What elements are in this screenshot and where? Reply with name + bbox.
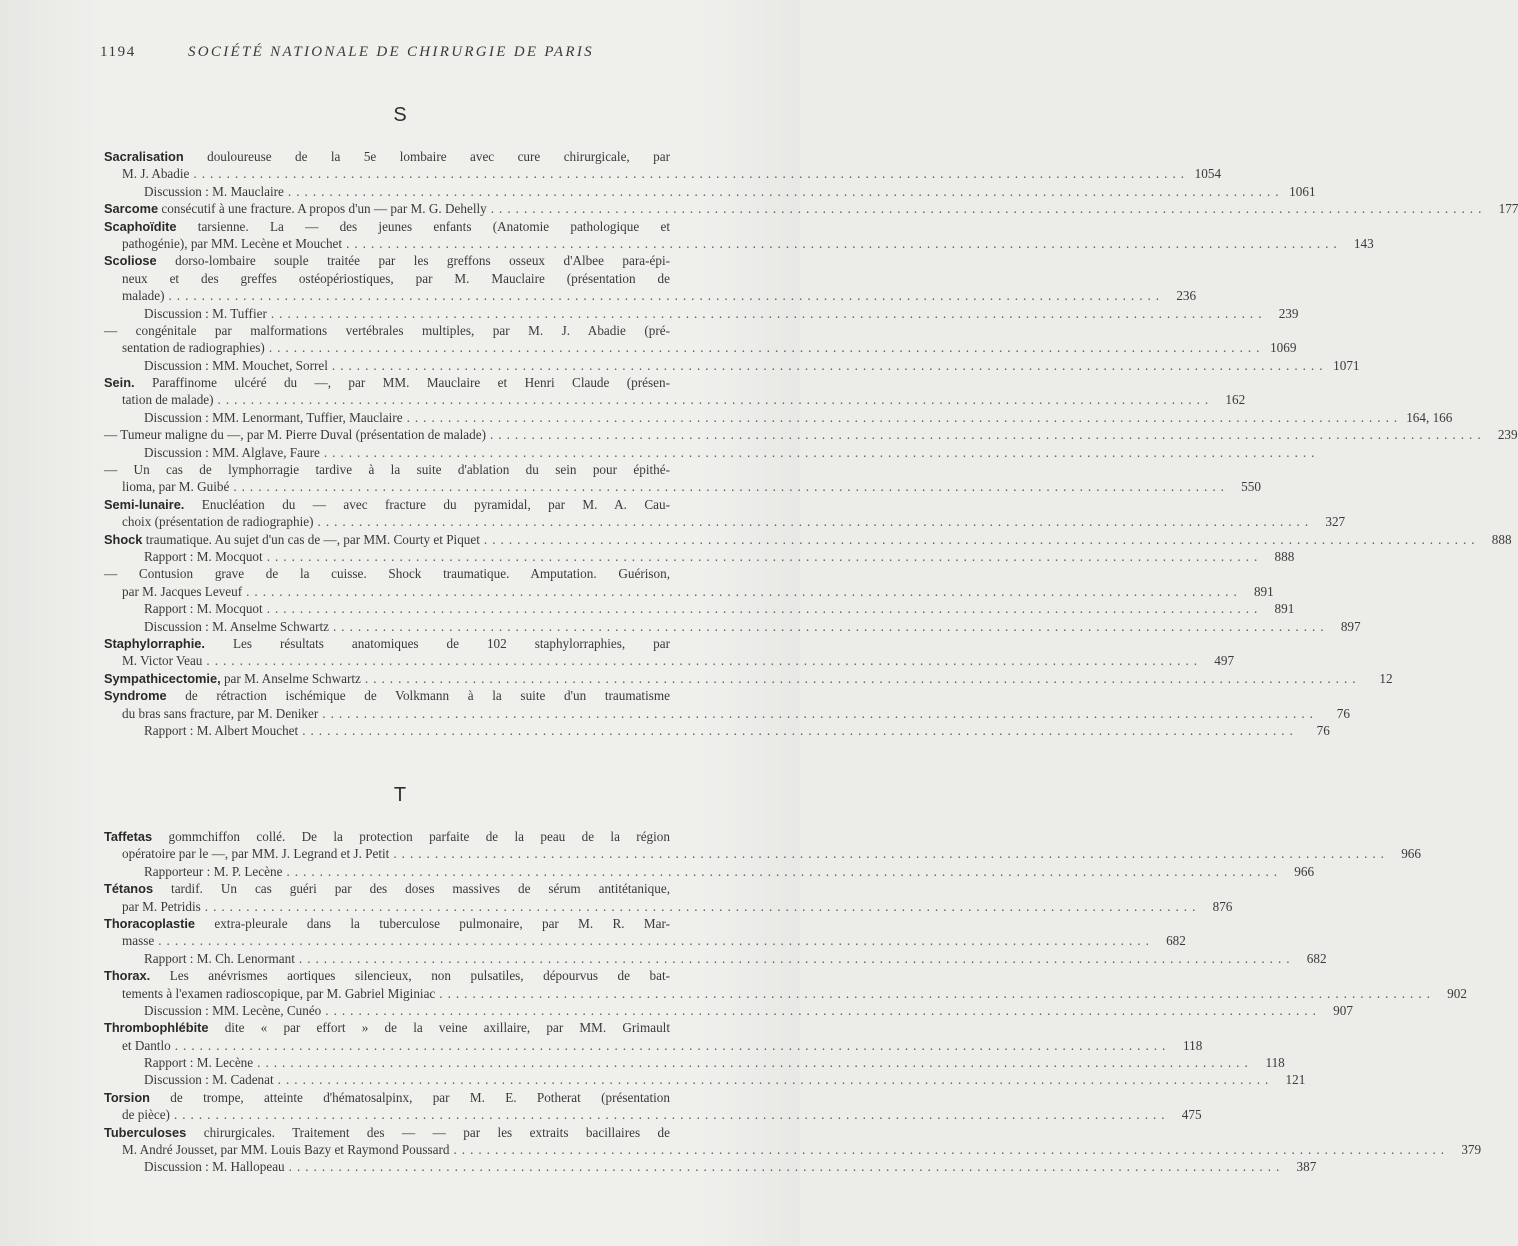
page-reference: 118 — [1183, 1037, 1203, 1053]
entry-text — [104, 670, 361, 687]
entry-description: tarsienne. La — des jeunes enfants (Anatomie pathologique et — [176, 218, 670, 234]
entry-text — [122, 391, 214, 408]
entry-text — [144, 1054, 253, 1071]
page-reference: 162 — [1225, 392, 1246, 408]
entry-text — [104, 497, 670, 512]
page-reference: 327 — [1325, 514, 1346, 530]
entry-text — [122, 235, 342, 252]
index-entry-line — [104, 148, 670, 165]
entry-text — [104, 375, 670, 390]
entry-text — [122, 845, 389, 862]
leader-dots: ........................................................................................................................ — [217, 392, 1214, 408]
leader-dots: ........................................................................................................................ — [406, 409, 1403, 425]
entry-text — [122, 1037, 171, 1054]
page-reference: 239 — [1497, 427, 1518, 443]
entry-text — [122, 932, 154, 949]
section-letter-s: S — [393, 104, 407, 126]
entry-description: choix (présentation de radiographie) — [122, 514, 314, 530]
entry-text — [144, 183, 284, 200]
entry-keyword: Thrombophlébite — [104, 1020, 209, 1036]
entry-description: Rapport : M. Mocquot — [144, 548, 263, 564]
entry-text — [122, 583, 242, 600]
page-reference: 387 — [1296, 1159, 1317, 1175]
page-reference: 902 — [1447, 985, 1467, 1001]
entry-text — [104, 531, 480, 548]
leader-dots: ........................................................................................................................ — [302, 722, 1298, 738]
entry-text — [104, 636, 670, 651]
entry-description: Discussion : M. Cadenat — [144, 1072, 274, 1088]
index-entry-line — [104, 496, 670, 513]
leader-dots: ........................................................................................................................ — [270, 305, 1267, 321]
leader-dots: ........................................................................................................................ — [298, 950, 1295, 966]
entry-text — [122, 339, 265, 356]
entry-description: extra-pleurale dans la tuberculose pulmonaire, par M. R. Mar- — [195, 915, 670, 931]
entry-text — [104, 323, 670, 338]
index-entry-line — [104, 1124, 670, 1141]
entry-description: lioma, par M. Guibé — [122, 479, 230, 495]
entry-description: masse — [122, 933, 155, 949]
entry-description: tements à l'examen radioscopique, par M. Gabriel Miginiac — [122, 985, 436, 1001]
running-header — [100, 44, 680, 66]
entry-description: Les anévrismes aortiques silencieux, non pulsatiles, dépourvus de bat- — [150, 968, 670, 984]
index-entry-line — [104, 583, 1274, 600]
entry-text — [104, 149, 670, 164]
index-entry-line — [104, 287, 1197, 304]
entry-text — [104, 916, 670, 931]
index-entry-line — [104, 183, 1316, 200]
index-entry-line — [104, 898, 1233, 915]
entry-text — [104, 1090, 670, 1105]
page-reference: 682 — [1166, 933, 1186, 949]
entry-text — [104, 688, 670, 703]
entry-text — [122, 985, 435, 1002]
entry-text — [104, 566, 670, 581]
leader-dots: ........................................................................................................................ — [322, 705, 1318, 721]
entry-description: — Un cas de lymphorragie tardive à la suite d'ablation du sein pour épithé- — [104, 462, 670, 478]
entry-keyword: Scaphoïdite — [104, 218, 177, 234]
entry-text — [144, 722, 298, 739]
index-entry-line — [104, 461, 670, 478]
page-reference: 118 — [1265, 1055, 1285, 1071]
entry-description: — congénitale par malformations vertébrales multiples, par M. J. Abadie (pré- — [104, 322, 670, 338]
entry-text — [122, 1141, 449, 1158]
index-entry-line — [104, 985, 1467, 1002]
page-reference: 236 — [1176, 288, 1197, 304]
index-entry-line — [104, 548, 1295, 565]
entry-description: de rétraction ischémique de Volkmann à la suite d'un traumatisme — [166, 688, 670, 704]
page-reference: 1071 — [1333, 357, 1360, 373]
entry-keyword: Tétanos — [104, 881, 154, 897]
entry-text — [144, 548, 263, 565]
entry-keyword: Torsion — [104, 1089, 150, 1105]
page-reference: 966 — [1294, 863, 1315, 879]
page-reference: 1061 — [1289, 183, 1316, 199]
entry-description: — Contusion grave de la cuisse. Shock traumatique. Amputation. Guérison, — [104, 566, 670, 582]
entry-text — [122, 287, 164, 304]
index-entry-line — [104, 828, 670, 845]
index-entry-line — [104, 600, 1295, 617]
leader-dots: ........................................................................................................................ — [257, 1055, 1253, 1071]
index-entry-line — [104, 670, 1393, 687]
leader-dots: ........................................................................................................................ — [393, 846, 1389, 862]
leader-dots: ........................................................................................................................ — [453, 1142, 1450, 1158]
index-entry-line — [104, 200, 1518, 217]
page-reference: 897 — [1340, 618, 1361, 634]
index-entry-line — [104, 409, 1453, 426]
leader-dots: ........................................................................................................................ — [168, 288, 1165, 304]
index-entry-line — [104, 252, 670, 269]
entry-text — [104, 426, 486, 443]
entry-keyword: Sympathicectomie, — [104, 670, 221, 686]
entry-description: Rapport : M. Albert Mouchet — [144, 722, 299, 738]
index-entry-line — [104, 932, 1186, 949]
leader-dots: ........................................................................................................................ — [490, 201, 1487, 217]
leader-dots: ........................................................................................................................ — [325, 1002, 1321, 1018]
entry-description: chirurgicales. Traitement des — — par les extraits bacillaires de — [186, 1124, 670, 1140]
entry-description: Discussion : M. Hallopeau — [144, 1159, 285, 1175]
entry-text — [104, 1020, 670, 1035]
page-reference: 891 — [1253, 583, 1274, 599]
entry-description: Les résultats anatomiques de 102 staphylorraphies, par — [204, 635, 670, 651]
index-entry-line — [104, 531, 1512, 548]
entry-text — [122, 1106, 170, 1123]
index-entry-line — [104, 1106, 1202, 1123]
index-entry-line — [104, 845, 1421, 862]
index-entry-line — [104, 165, 1222, 182]
entry-description: de trompe, atteinte d'hématosalpinx, par M. E. Potherat (présentation — [149, 1089, 670, 1105]
index-entry-line — [104, 391, 1246, 408]
entry-text — [144, 444, 320, 461]
page-reference: 379 — [1461, 1142, 1482, 1158]
index-section-t — [104, 828, 1482, 1176]
entry-keyword: Tuberculoses — [104, 1124, 187, 1140]
index-entry-line — [104, 513, 1346, 530]
index-entry-line — [104, 357, 1360, 374]
page-reference: 12 — [1379, 670, 1393, 686]
leader-dots: ........................................................................................................................ — [288, 1159, 1285, 1175]
entry-text — [104, 881, 670, 896]
entry-text — [104, 200, 487, 217]
entry-description: sentation de radiographies) — [122, 340, 265, 356]
page-reference: 891 — [1274, 601, 1295, 617]
entry-text — [104, 462, 670, 477]
index-entry-line — [104, 1002, 1353, 1019]
leader-dots: ........................................................................................................................ — [266, 601, 1263, 617]
index-entry-line — [104, 1054, 1285, 1071]
page-reference: 76 — [1336, 705, 1350, 721]
index-entry-line — [104, 444, 1320, 461]
leader-dots: ........................................................................................................................ — [204, 898, 1201, 914]
index-entry-line — [104, 967, 670, 984]
entry-text — [122, 705, 318, 722]
entry-description: et Dantlo — [122, 1037, 171, 1053]
leader-dots: ........................................................................................................................ — [246, 583, 1242, 599]
index-entry-line — [104, 618, 1361, 635]
entry-keyword: Sein. — [104, 375, 135, 391]
entry-description: par M. Petridis — [122, 898, 201, 914]
page-reference: 497 — [1214, 653, 1235, 669]
leader-dots: ........................................................................................................................ — [266, 548, 1263, 564]
leader-dots: ........................................................................................................................ — [331, 357, 1328, 373]
entry-description: malade) — [122, 288, 165, 304]
page-number: 1194 — [100, 44, 136, 60]
index-entry-line — [104, 270, 670, 287]
index-entry-line — [104, 305, 1299, 322]
index-entry-line — [104, 705, 1350, 722]
entry-text — [122, 513, 314, 530]
entry-text — [144, 409, 403, 426]
entry-description: pathogénie), par MM. Lecène et Mouchet — [122, 235, 343, 251]
entry-description: M. J. Abadie — [122, 166, 190, 182]
entry-keyword: Staphylorraphie. — [104, 635, 205, 651]
entry-text — [144, 357, 328, 374]
entry-text — [144, 600, 263, 617]
entry-description: Discussion : MM. Lecène, Cunéo — [144, 1002, 322, 1018]
entry-description: neux et des greffes ostéopériostiques, par M. Mauclaire (présentation de — [122, 270, 670, 286]
index-entry-line — [104, 339, 1297, 356]
entry-text — [104, 968, 670, 983]
leader-dots: ........................................................................................................................ — [317, 514, 1314, 530]
page-reference: 682 — [1306, 950, 1327, 966]
leader-dots: ........................................................................................................................ — [268, 340, 1265, 356]
page-reference: 966 — [1401, 846, 1421, 862]
index-entry-line — [104, 426, 1518, 443]
entry-description: douloureuse de la 5e lombaire avec cure chirurgicale, par — [183, 149, 670, 164]
index-entry-line — [104, 1141, 1482, 1158]
entry-keyword: Semi-lunaire. — [104, 496, 185, 512]
entry-description: dorso-lombaire souple traitée par les greffons osseux d'Albee para-épi- — [156, 253, 670, 269]
index-entry-line — [104, 635, 670, 652]
leader-dots: ........................................................................................................................ — [489, 427, 1486, 443]
index-section-s — [104, 148, 1518, 739]
entry-text — [122, 478, 229, 495]
entry-description: M. Victor Veau — [122, 653, 203, 669]
entry-keyword: Sacralisation — [104, 149, 184, 164]
entry-description: tardif. Un cas guéri par des doses massives de sérum antitétanique, — [153, 881, 670, 897]
index-entry-line — [104, 722, 1330, 739]
entry-description: Rapport : M. Mocquot — [144, 601, 263, 617]
page-reference: 550 — [1241, 479, 1261, 495]
page-reference: 164, 166 — [1406, 409, 1453, 425]
entry-description: Discussion : MM. Mouchet, Sorrel — [144, 357, 328, 373]
page-reference: 239 — [1278, 305, 1299, 321]
entry-keyword: Thorax. — [104, 968, 151, 984]
entry-description: Rapport : M. Ch. Lenormant — [144, 950, 295, 966]
index-entry-line — [104, 565, 670, 582]
index-entry-line — [104, 1037, 1203, 1054]
entry-description: Discussion : MM. Lenormant, Tuffier, Mauclaire — [144, 409, 403, 425]
entry-text — [144, 863, 282, 880]
entry-description: gommchiffon collé. De la protection parfaite de la peau de la région — [152, 829, 670, 844]
entry-description: de pièce) — [122, 1107, 170, 1123]
page-reference: 888 — [1274, 548, 1295, 564]
entry-description: M. André Jousset, par MM. Louis Bazy et Raymond Poussard — [122, 1142, 450, 1158]
index-entry-line — [104, 478, 1261, 495]
index-entry-line — [104, 235, 1374, 252]
entry-description: du bras sans fracture, par M. Deniker — [122, 705, 319, 721]
page-reference: 143 — [1353, 235, 1374, 251]
page-reference: 1069 — [1270, 340, 1297, 356]
leader-dots: ........................................................................................................................ — [158, 933, 1154, 949]
leader-dots: ........................................................................................................................ — [233, 479, 1229, 495]
leader-dots: ........................................................................................................................ — [174, 1037, 1171, 1053]
entry-text — [104, 829, 670, 844]
entry-text — [122, 652, 202, 669]
entry-keyword: Scoliose — [104, 253, 157, 269]
entry-description: Rapport : M. Lecène — [144, 1055, 254, 1071]
entry-description: dite « par effort » de la veine axillaire, par MM. Grimault — [208, 1020, 670, 1036]
entry-description: traumatique. Au sujet d'un cas de —, par MM. Courty et Piquet — [142, 531, 480, 547]
leader-dots: ........................................................................................................................ — [346, 235, 1342, 251]
entry-text — [122, 898, 201, 915]
entry-text — [122, 165, 189, 182]
index-entry-line — [104, 1158, 1317, 1175]
leader-dots: ........................................................................................................................ — [483, 531, 1480, 547]
leader-dots: ........................................................................................................................ — [332, 618, 1329, 634]
index-entry-line — [104, 687, 670, 704]
entry-description: tation de malade) — [122, 392, 214, 408]
entry-description: Discussion : M. Tuffier — [144, 305, 267, 321]
index-entry-line — [104, 652, 1235, 669]
entry-text — [144, 950, 295, 967]
entry-text — [104, 253, 670, 268]
page-reference: 475 — [1181, 1107, 1202, 1123]
entry-text — [104, 1125, 670, 1140]
entry-description: Discussion : M. Mauclaire — [144, 183, 284, 199]
journal-title: SOCIÉTÉ NATIONALE DE CHIRURGIE DE PARIS — [188, 44, 594, 60]
entry-description: opératoire par le —, par MM. J. Legrand et J. Petit — [122, 846, 390, 862]
entry-keyword: Shock — [104, 531, 143, 547]
entry-description: Rapporteur : M. P. Lecène — [144, 863, 283, 879]
index-entry-line — [104, 915, 670, 932]
entry-description: Discussion : MM. Alglave, Faure — [144, 444, 320, 460]
leader-dots: ........................................................................................................................ — [193, 166, 1190, 182]
index-entry-line — [104, 218, 670, 235]
page-reference: 76 — [1316, 722, 1330, 738]
index-entry-line — [104, 374, 670, 391]
entry-keyword: Thoracoplastie — [104, 915, 196, 931]
entry-text — [144, 618, 329, 635]
page-reference: 876 — [1212, 898, 1233, 914]
section-letter-t: T — [393, 784, 407, 806]
index-entry-line — [104, 1019, 670, 1036]
index-entry-line — [104, 1071, 1306, 1088]
leader-dots: ........................................................................................................................ — [206, 653, 1203, 669]
leader-dots: ........................................................................................................................ — [277, 1072, 1274, 1088]
leader-dots: ........................................................................................................................ — [439, 985, 1435, 1001]
leader-dots: ........................................................................................................................ — [287, 183, 1284, 199]
page-reference: 888 — [1491, 531, 1512, 547]
index-entry-line — [104, 1089, 670, 1106]
entry-description: — Tumeur maligne du —, par M. Pierre Duval (présentation de malade) — [104, 427, 486, 443]
page-reference: 177 — [1498, 201, 1518, 217]
page-reference: 907 — [1333, 1002, 1353, 1018]
entry-description: consécutif à une fracture. A propos d'un — par M. G. Dehelly — [158, 201, 487, 217]
entry-keyword: Syndrome — [104, 688, 167, 704]
index-entry-line — [104, 863, 1315, 880]
index-entry-line — [104, 880, 670, 897]
entry-text — [122, 271, 670, 286]
entry-keyword: Taffetas — [104, 829, 153, 844]
leader-dots: ........................................................................................................................ — [173, 1107, 1170, 1123]
leader-dots: ........................................................................................................................ — [364, 670, 1361, 686]
entry-description: par M. Anselme Schwartz — [220, 670, 361, 686]
entry-text — [144, 1002, 321, 1019]
entry-description: Paraffinome ulcéré du —, par MM. Mauclaire et Henri Claude (présen- — [134, 375, 670, 391]
entry-text — [144, 305, 267, 322]
entry-description: Enucléation du — avec fracture du pyramidal, par M. A. Cau- — [184, 496, 670, 512]
index-entry-line — [104, 322, 670, 339]
entry-description: Discussion : M. Anselme Schwartz — [144, 618, 329, 634]
leader-dots: ........................................................................................................................ — [286, 863, 1283, 879]
page-reference: 121 — [1285, 1072, 1306, 1088]
entry-text — [144, 1158, 285, 1175]
entry-text — [144, 1071, 274, 1088]
page-reference: 1054 — [1194, 166, 1222, 182]
entry-text — [104, 219, 670, 234]
leader-dots: ........................................................................................................................ — [323, 444, 1320, 460]
entry-keyword: Sarcome — [104, 201, 159, 217]
entry-description: par M. Jacques Leveuf — [122, 583, 243, 599]
index-entry-line — [104, 950, 1327, 967]
